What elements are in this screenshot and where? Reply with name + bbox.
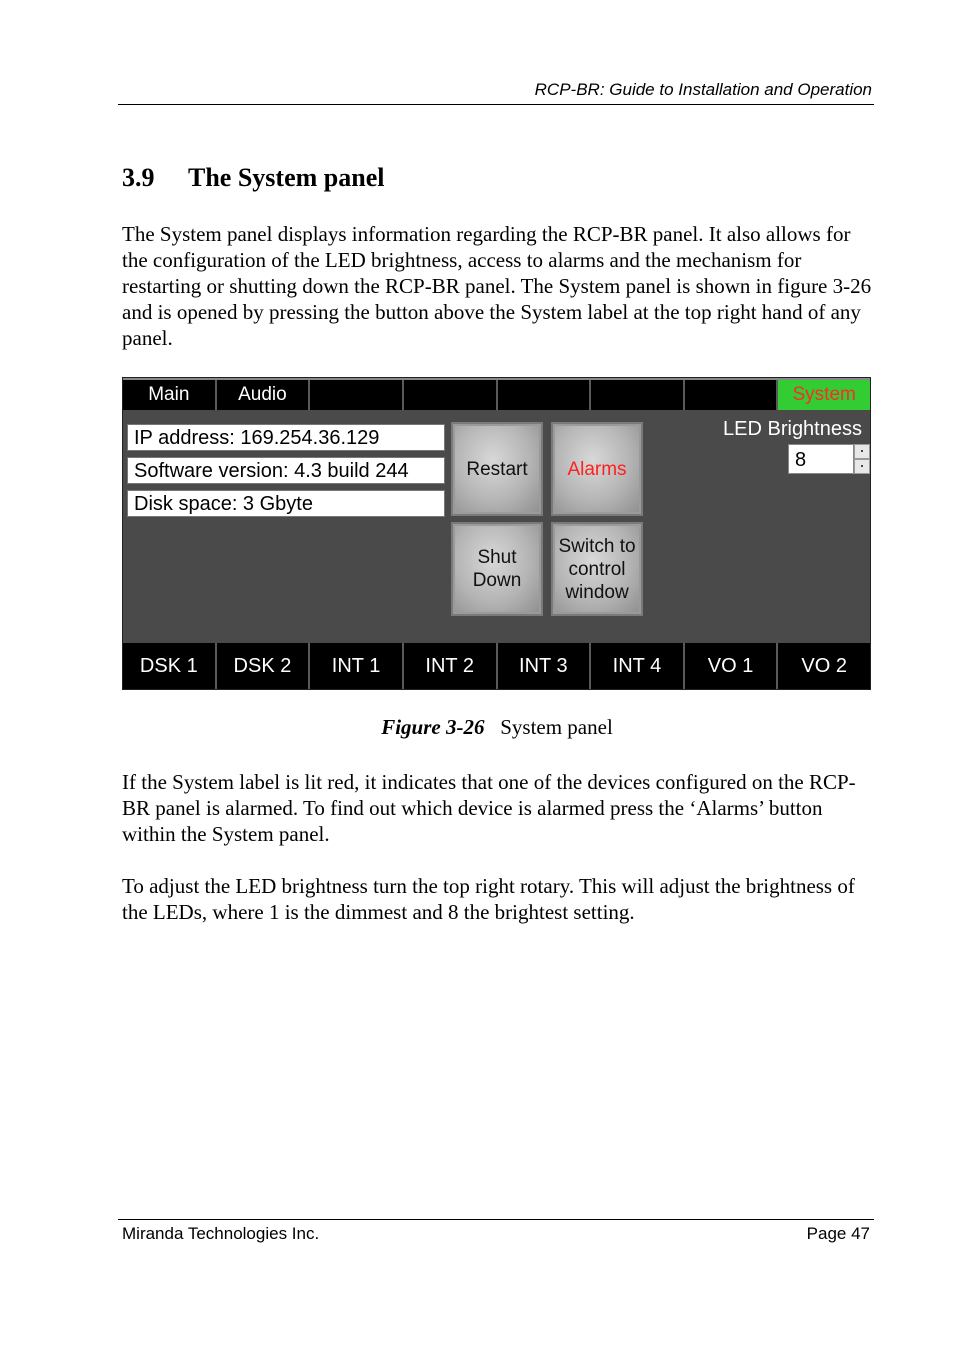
ip-address-field: IP address: 169.254.36.129	[127, 424, 445, 451]
section-heading	[122, 163, 384, 193]
tab-vo2[interactable]: VO 2	[801, 654, 847, 677]
tab-vo1[interactable]: VO 1	[685, 643, 779, 689]
disk-space-field: Disk space: 3 Gbyte	[127, 490, 445, 517]
spin-down-icon[interactable]	[854, 459, 870, 474]
running-header: RCP-BR: Guide to Installation and Operation	[534, 80, 872, 99]
figure-number: Figure 3-26	[381, 715, 485, 739]
tab-audio[interactable]: Audio	[217, 380, 311, 410]
header-rule	[118, 104, 874, 105]
alarm-paragraph: If the System label is lit red, it indicates that one of the devices configured on the RCP-BR panel is alarmed. To find out which device is alarmed press the ‘Alarms’ button within the System panel.	[122, 770, 856, 846]
spin-up-icon[interactable]	[854, 444, 870, 459]
tab-main[interactable]: Main	[123, 380, 217, 410]
tab-dsk1[interactable]: DSK 1	[123, 643, 217, 689]
bottom-tab-bar	[123, 643, 870, 689]
tab-empty-7[interactable]	[685, 380, 779, 410]
tab-empty-3[interactable]	[310, 380, 404, 410]
tab-empty-6[interactable]	[591, 380, 685, 410]
tab-int4[interactable]: INT 4	[591, 643, 685, 689]
tab-empty-4[interactable]	[404, 380, 498, 410]
restart-button[interactable]: Restart	[451, 422, 543, 516]
top-tab-bar	[123, 378, 870, 410]
led-brightness-input[interactable]: 8	[788, 444, 854, 474]
led-brightness-label: LED Brightness	[723, 418, 862, 440]
section-number: 3.9	[122, 163, 155, 192]
figure-caption	[0, 715, 954, 740]
footer-page-number: Page 47	[806, 1224, 870, 1243]
system-panel-screenshot	[122, 377, 871, 690]
tab-empty-5[interactable]	[498, 380, 592, 410]
tab-int2[interactable]: INT 2	[404, 643, 498, 689]
tab-int3[interactable]: INT 3	[498, 643, 592, 689]
shut-down-button[interactable]: Shut Down	[451, 522, 543, 616]
tab-int1[interactable]: INT 1	[310, 643, 404, 689]
figure-title: System panel	[500, 715, 613, 739]
footer-rule	[118, 1219, 874, 1220]
tab-dsk2[interactable]: DSK 2	[217, 643, 311, 689]
switch-to-control-window-button[interactable]: Switch to control window	[551, 522, 643, 616]
software-version-field: Software version: 4.3 build 244	[127, 457, 445, 484]
footer-company: Miranda Technologies Inc.	[122, 1224, 320, 1243]
intro-paragraph: The System panel displays information regarding the RCP-BR panel. It also allows for the configuration of the LED brightness, access to alarms and the mechanism for restarting or shutting down the RCP-BR panel. The System panel is shown in figure 3-26 and is opened by pressing the button above the System label at the top right hand of any panel.	[122, 222, 872, 350]
section-title: The System panel	[188, 163, 385, 192]
tab-system[interactable]: System	[778, 380, 870, 410]
brightness-paragraph: To adjust the LED brightness turn the top right rotary. This will adjust the brightness of the LEDs, where 1 is the dimmest and 8 the brightest setting.	[122, 874, 855, 924]
alarms-button[interactable]: Alarms	[551, 422, 643, 516]
